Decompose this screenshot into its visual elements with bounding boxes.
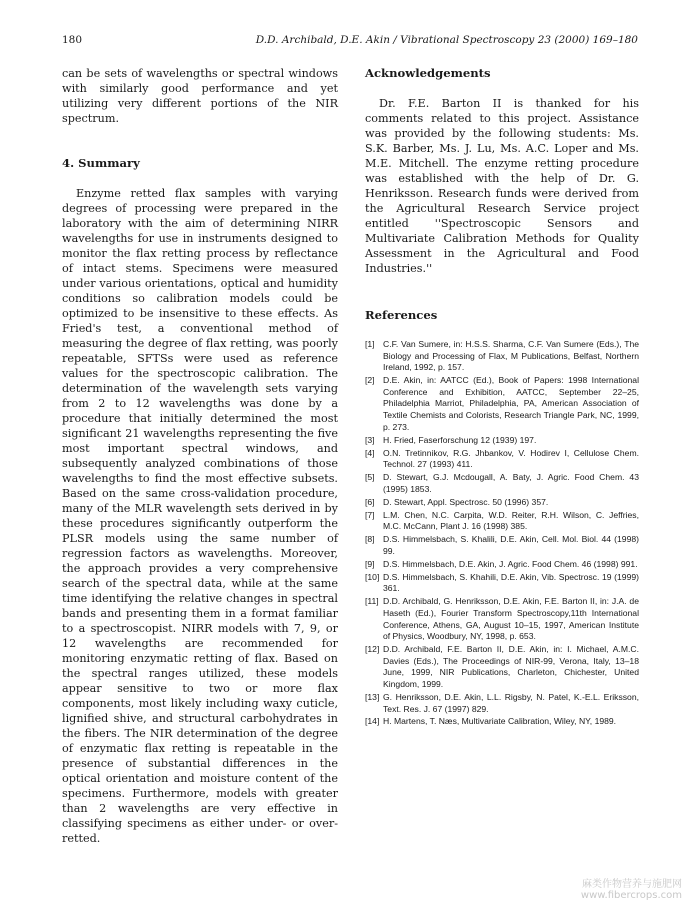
reference-item: [3] H. Fried, Faserforschung 12 (1939) 197. xyxy=(365,434,537,445)
reference-item: [6] D. Stewart, Appl. Spectrosc. 50 (1996) 357. xyxy=(365,496,549,507)
acknowledgements-heading: Acknowledgements xyxy=(365,66,491,80)
reference-item: [5] D. Stewart, G.J. Mcdougall, A. Baty, J. Agric. Food Chem. 43 (1995) 1853. xyxy=(365,472,639,494)
reference-item: [2] D.E. Akin, in: AATCC (Ed.), Book of Papers: 1998 International Conference and Exhibition, AATCC, September 22–25, Philadelphia Marriot, Philadelphia, PA, American Association of Textile Chemists and Colorists, Research Triangle Park, NC, 1999, p. 273. xyxy=(365,375,639,432)
site-watermark: 麻类作物营养与施肥网 www.fibercrops.com xyxy=(580,879,682,901)
reference-item: [11] D.D. Archibald, G. Henriksson, D.E. Akin, F.E. Barton II, in: J.A. de Haseth (Ed.), Fourier Transform Spectroscopy,11th International Conference, Athens, GA, August 10–15, 1997, American Institute of Physics, Woodbury, NY, 1998, p. 653. xyxy=(365,596,639,642)
page-number: 180 xyxy=(62,34,83,46)
reference-item: [12] D.D. Archibald, F.E. Barton II, D.E. Akin, in: I. Michael, A.M.C. Davies (Eds.), The Proceedings of NIR-99, Verona, Italy, 13–18 June, 1999, NIR Publications, Charleton, Chichester, United Kingdom, 1999. xyxy=(365,644,639,689)
reference-item: [14] H. Martens, T. Næs, Multivariate Calibration, Wiley, NY, 1989. xyxy=(365,716,617,727)
reference-item: [8] D.S. Himmelsbach, S. Khalili, D.E. Akin, Cell. Mol. Biol. 44 (1998) 99. xyxy=(365,534,639,556)
references-heading: References xyxy=(365,308,438,322)
continuation-paragraph: can be sets of wavelengths or spectral windows with similarly good performance and yet utilizing very different portions of the NIR spectrum. xyxy=(62,67,338,125)
reference-item: [10] D.S. Himmelsbach, S. Khahili, D.E. Akin, Vib. Spectrosc. 19 (1999) 361. xyxy=(365,571,639,594)
right-column xyxy=(365,66,639,729)
reference-item: [4] O.N. Tretinnikov, R.G. Jhbankov, V. Hodirev I, Cellulose Chem. Technol. 27 (1993) 411. xyxy=(365,447,639,470)
reference-item: [1] C.F. Van Sumere, in: H.S.S. Sharma, C.F. Van Sumere (Eds.), The Biology and Processing of Flax, M Publications, Belfast, Northern Ireland, 1992, p. 157. xyxy=(365,339,639,373)
reference-item: [13] G. Henriksson, D.E. Akin, L.L. Rigsby, N. Patel, K.-E.L. Eriksson, Text. Res. J. 67 (1997) 829. xyxy=(365,691,639,714)
running-title: D.D. Archibald, D.E. Akin / Vibrational Spectroscopy 23 (2000) 169–180 xyxy=(255,34,638,46)
acknowledgements-paragraph: Dr. F.E. Barton II is thanked for his comments related to this project. Assistance was provided by the following students: Ms. S.K. Barber, Ms. J. Lu, Ms. A.C. Loper and Ms. M.E. Mitchell. The enzyme retting procedure was established with the help of Dr. G. Henriksson. Research funds were derived from the Agricultural Research Service project entitled ''Spectroscopic Sensors and Multivariate Calibration Methods for Quality Assessment in the Agricultural and Food Industries.'' xyxy=(365,97,639,275)
reference-item: [9] D.S. Himmelsbach, D.E. Akin, J. Agric. Food Chem. 46 (1998) 991. xyxy=(365,558,638,569)
summary-heading: 4. Summary xyxy=(62,156,140,170)
summary-paragraph: Enzyme retted flax samples with varying degrees of processing were prepared in the laboratory with the aim of determining NIRR wavelengths for use in instruments designed to monitor the flax retting process by reflectance of intact stems. Specimens were measured under various orientations, optical and humidity conditions so calibration models could be optimized to be insensitive to these effects. As Fried's test, a conventional method of measuring the degree of flax retting, was poorly repeatable, SFTSs were used as reference values for the spectroscopic calibration. The determination of the wavelength sets varying from 2 to 12 wavelengths was done by a procedure that initially determined the most significant 21 wavelengths representing the five most important spectral windows, and subsequently analyzed combinations of those wavelengths to find the most effective subsets. Based on the same cross-validation procedure, many of the MLR wavelength sets derived in by these procedures significantly outperform the PLSR models using the same number of regression factors as wavelengths. Moreover, the approach provides a very comprehensive search of the spectral data, while at the same time identifying the relative changes in spectral bands and presenting them in a format familiar to a spectroscopist. NIRR models with 7, 9, or 12 wavelengths are recommended for monitoring enzymatic retting of flax. Based on the spectral ranges utilized, these models appear sensitive to two or more flax components, most likely including waxy cuticle, lignified shive, and structural carbohydrates in the fibers. The NIR determination of the degree of enzymatic flax retting is repeatable in the presence of substantial differences in the optical orientation and moisture content of the specimens. Furthermore, models with greater than 2 wavelengths are very effective in classifying specimens as either under- or over-retted. xyxy=(62,187,338,845)
reference-item: [7] L.M. Chen, N.C. Carpita, W.D. Reiter, R.H. Wilson, C. Jeffries, M.C. McCann, Plant J. 16 (1998) 385. xyxy=(365,509,639,532)
reference-list xyxy=(365,339,639,728)
left-column xyxy=(62,66,338,846)
